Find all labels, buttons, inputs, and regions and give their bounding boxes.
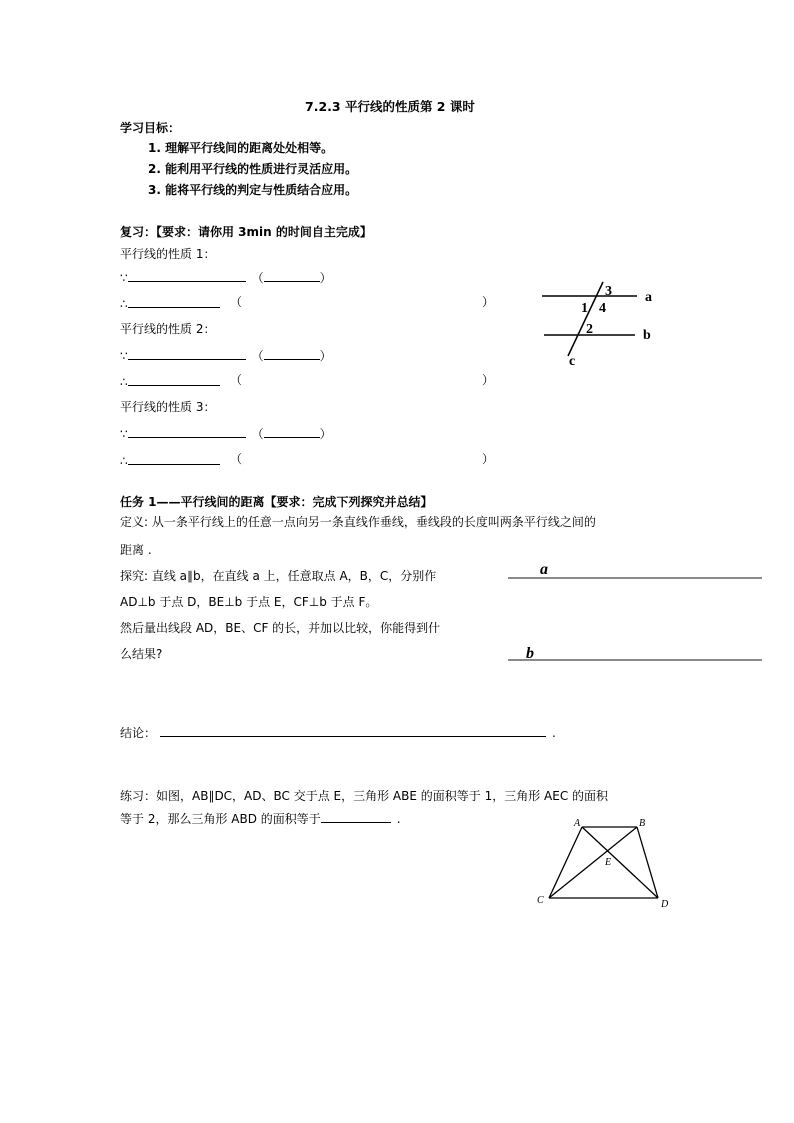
point-label-e: E <box>605 857 612 868</box>
angle-label-4: 4 <box>599 301 606 316</box>
property-label: 平行线的性质 3： <box>120 400 216 414</box>
because-symbol: ∵ <box>120 271 128 285</box>
conclusion-line <box>120 725 556 739</box>
paren-close: ） <box>319 427 332 441</box>
objective-item: 2. 能利用平行线的性质进行灵活应用。 <box>148 162 358 176</box>
paren-close: ） <box>319 271 332 285</box>
paren-open: （ <box>230 373 243 387</box>
because-line <box>120 348 332 362</box>
point-label-c: C <box>537 895 544 906</box>
paren-open: （ <box>230 295 243 309</box>
paren-open: （ <box>251 349 264 363</box>
exercise-end: . <box>396 812 401 826</box>
paren-close: ） <box>319 349 332 363</box>
paren-close: ） <box>482 295 495 309</box>
therefore-symbol: ∴ <box>120 297 128 311</box>
point-label-d: D <box>661 899 669 910</box>
paren-open: （ <box>251 271 264 285</box>
conclusion-blank[interactable] <box>160 725 546 737</box>
paren-close: ） <box>482 452 495 466</box>
property-label: 平行线的性质 1： <box>120 247 216 261</box>
paren-open: （ <box>251 427 264 441</box>
task1-explore: 然后量出线段 AD，BE、CF 的长，并加以比较，你能得到什 <box>120 621 441 635</box>
trapezoid-figure <box>530 814 680 914</box>
task1-explore: 探究: 直线 a∥b，在直线 a 上，任意取点 A，B，C，分别作 <box>120 569 437 583</box>
reason-blank[interactable] <box>264 270 320 282</box>
line-label-c: c <box>569 354 576 369</box>
line-label-a: a <box>645 290 652 305</box>
conclusion-end: . <box>552 726 556 740</box>
line-label-b: b <box>643 328 651 343</box>
therefore-symbol: ∴ <box>120 375 128 389</box>
because-line <box>120 426 332 440</box>
exercise-question <box>120 811 401 825</box>
parallel-lines-figure <box>500 556 770 666</box>
task1-heading: 任务 1——平行线间的距离【要求：完成下列探究并总结】 <box>120 495 433 509</box>
exercise-text: 练习：如图，AB∥DC，AD、BC 交于点 E，三角形 ABE 的面积等于 1，三角形 AEC 的面积 <box>120 789 609 803</box>
answer-blank[interactable] <box>128 374 220 386</box>
exercise-text-cont: 等于 2，那么三角形 ABD 的面积等于 <box>120 812 321 826</box>
angle-label-1: 1 <box>581 301 588 316</box>
exercise-answer-blank[interactable] <box>321 811 391 823</box>
task1-definition: 定义: 从一条平行线上的任意一点向另一条直线作垂线，垂线段的长度叫两条平行线之间的 <box>120 515 596 529</box>
therefore-line <box>120 296 220 310</box>
reason-blank[interactable] <box>264 426 320 438</box>
point-label-a: A <box>574 818 581 829</box>
angle-label-2: 2 <box>586 322 593 337</box>
angle-label-3: 3 <box>605 284 612 299</box>
paren-open: （ <box>230 452 243 466</box>
task1-explore: 么结果? <box>120 647 163 661</box>
therefore-line <box>120 374 220 388</box>
answer-blank[interactable] <box>128 296 220 308</box>
because-symbol: ∵ <box>120 349 128 363</box>
therefore-symbol: ∴ <box>120 454 128 468</box>
answer-blank[interactable] <box>128 270 246 282</box>
objective-item: 1. 理解平行线间的距离处处相等。 <box>148 141 334 155</box>
paren-close: ） <box>482 373 495 387</box>
task1-explore: AD⊥b 于点 D，BE⊥b 于点 E，CF⊥b 于点 F。 <box>120 595 378 609</box>
point-label-b: B <box>639 818 646 829</box>
line-label-b: b <box>526 645 534 662</box>
line-label-a: a <box>540 561 548 578</box>
page-title: 7.2.3 平行线的性质第 2 课时 <box>305 99 475 114</box>
conclusion-label: 结论： <box>120 726 157 740</box>
because-symbol: ∵ <box>120 427 128 441</box>
answer-blank[interactable] <box>128 426 246 438</box>
reason-blank[interactable] <box>264 348 320 360</box>
property-label: 平行线的性质 2： <box>120 322 216 336</box>
answer-blank[interactable] <box>128 348 246 360</box>
objective-item: 3. 能将平行线的判定与性质结合应用。 <box>148 183 358 197</box>
because-line <box>120 270 332 284</box>
review-heading: 复习：【要求：请你用 3min 的时间自主完成】 <box>120 225 372 239</box>
answer-blank[interactable] <box>128 453 220 465</box>
task1-definition-cont: 距离 . <box>120 543 152 557</box>
therefore-line <box>120 453 220 467</box>
parallel-lines-transversal-figure <box>530 278 670 370</box>
objectives-heading: 学习目标： <box>120 121 181 135</box>
